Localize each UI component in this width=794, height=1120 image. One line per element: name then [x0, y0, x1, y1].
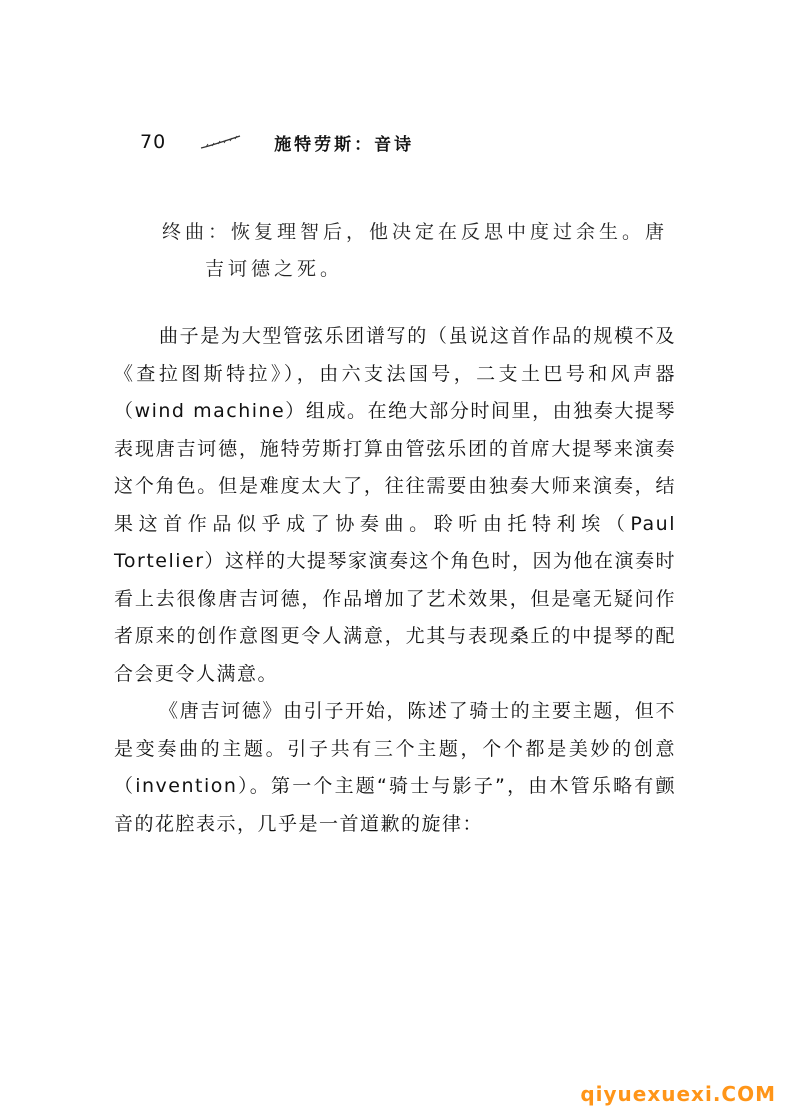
finale-note-line2: 吉诃德之死。 — [205, 258, 344, 280]
paragraph-1: 曲子是为大型管弦乐团谱写的（虽说这首作品的规模不及《查拉图斯特拉》），由六支法国号，二支土巴号和风声器（wind machine）组成。在绝大部分时间里，由独奏大提琴表现唐吉诃德，施特劳斯打算由管弦乐团的首席大提琴来演奏这个角色。但是难度太大了，往往需要由独奏大师来演奏，结果这首作品似乎成了协奏曲。聆听由托特利埃（Paul Tortelier）这样的大提琴家演奏这个角色时，因为他在演奏时看上去很像唐吉诃德，作品增加了艺术效果，但是毫无疑问作者原来的创作意图更令人满意，尤其与表现桑丘的中提琴的配合会更令人满意。 — [114, 325, 677, 685]
paragraph-2: 《唐吉诃德》由引子开始，陈述了骑士的主要主题，但不是变奏曲的主题。引子共有三个主题，个个都是美妙的创意（invention）。第一个主题“骑士与影子”，由木管乐略有颤音的花腔表示，几乎是一首道歉的旋律： — [114, 700, 676, 835]
header-ornament-icon — [200, 134, 242, 150]
finale-note-line1: 终曲：恢复理智后，他决定在反思中度过余生。唐 — [162, 221, 669, 243]
finale-note — [162, 214, 677, 288]
running-title: 施特劳斯：音诗 — [274, 134, 415, 155]
site-watermark: qiyuexuexi.COM — [580, 1082, 776, 1106]
page-header — [140, 127, 414, 157]
page-number: 70 — [140, 131, 167, 153]
body-text — [114, 318, 676, 843]
